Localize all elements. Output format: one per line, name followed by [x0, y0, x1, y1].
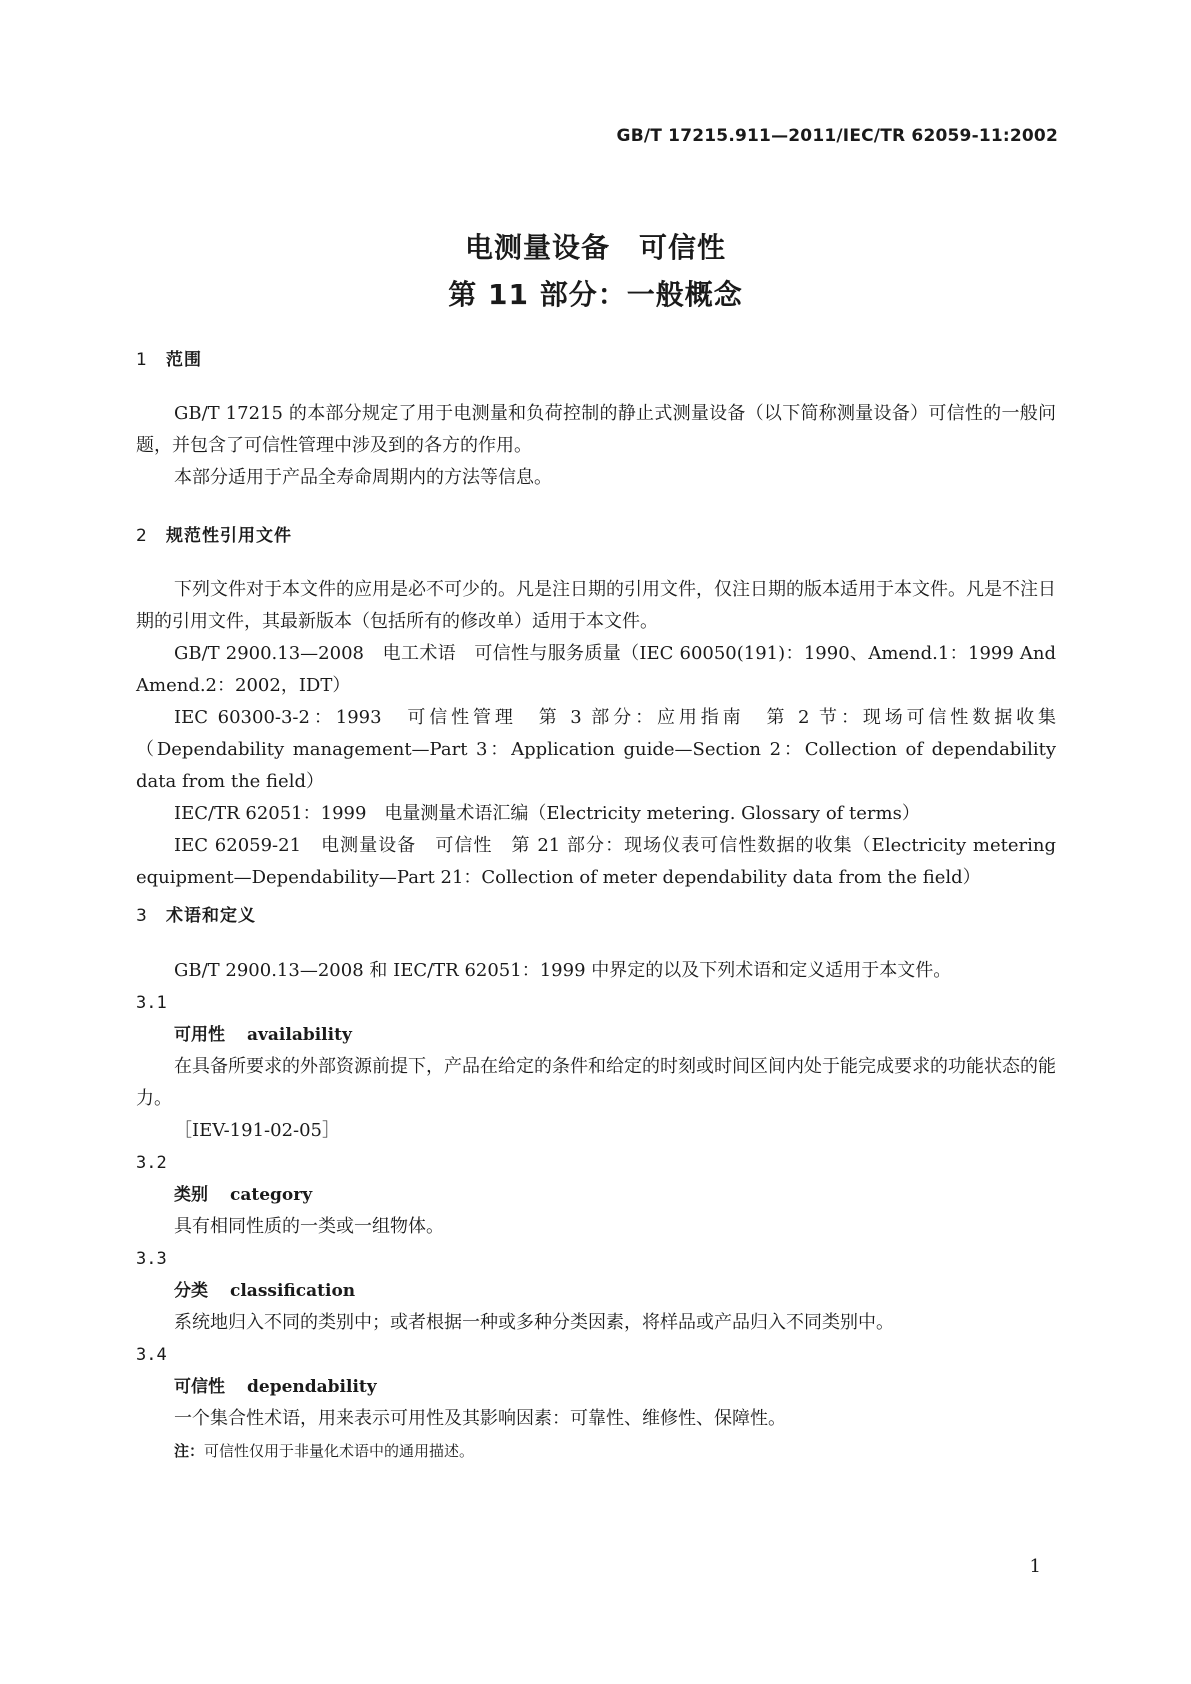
- term-chinese: 可信性: [174, 1377, 225, 1397]
- term-number: 3.3: [136, 1249, 167, 1269]
- term-chinese: 分类: [174, 1281, 208, 1301]
- section-2: [136, 520, 1056, 552]
- reference-item: IEC 62059-21 电测量设备 可信性 第 21 部分：现场仪表可信性数据的收集（Electricity metering equipment—Dependability—Part 21：Collection of meter dependability data from the field）: [136, 835, 1056, 888]
- reference-item: IEC/TR 62051：1999 电量测量术语汇编（Electricity metering. Glossary of terms）: [174, 803, 920, 824]
- term-definition: 一个集合性术语，用来表示可用性及其影响因素：可靠性、维修性、保障性。: [174, 1408, 786, 1429]
- note-label: 注：: [174, 1442, 205, 1460]
- section-3-title: 术语和定义: [166, 906, 256, 926]
- document-title-line2: 第 11 部分：一般概念: [448, 278, 743, 311]
- term-number: 3.4: [136, 1345, 167, 1365]
- term-chinese: 可用性: [174, 1025, 225, 1045]
- term-definition: 具有相同性质的一类或一组物体。: [174, 1216, 444, 1237]
- section-2-number: 2: [136, 526, 148, 546]
- term-english: dependability: [247, 1377, 377, 1397]
- section-1-number: 1: [136, 350, 148, 370]
- term-definition: 在具备所要求的外部资源前提下，产品在给定的条件和给定的时刻或时间区间内处于能完成要求的功能状态的能力。: [136, 1056, 1056, 1109]
- section-3-body: [136, 955, 1056, 1467]
- term-english: availability: [247, 1025, 352, 1045]
- term-chinese: 类别: [174, 1185, 208, 1205]
- term-note: [136, 1435, 1056, 1467]
- page-number: 1: [1029, 1556, 1041, 1577]
- section-1-paragraph-1: GB/T 17215 的本部分规定了用于电测量和负荷控制的静止式测量设备（以下简称测量设备）可信性的一般问题，并包含了可信性管理中涉及到的各方的作用。: [136, 403, 1056, 456]
- section-3-heading: [136, 900, 1056, 932]
- term-number: 3.2: [136, 1153, 167, 1173]
- section-2-heading: [136, 520, 1056, 552]
- term-number: 3.1: [136, 993, 167, 1013]
- term-label: [136, 1275, 1056, 1307]
- section-3: [136, 900, 1056, 932]
- term-label: [136, 1179, 1056, 1211]
- section-1: [136, 344, 1056, 376]
- term-source: ［IEV-191-02-05］: [174, 1120, 341, 1141]
- term-label: [136, 1019, 1056, 1051]
- reference-item: GB/T 2900.13—2008 电工术语 可信性与服务质量（IEC 60050(191)：1990、Amend.1：1999 And Amend.2：2002，IDT）: [136, 643, 1056, 696]
- section-2-body: [136, 574, 1056, 894]
- note-text: 可信性仅用于非量化术语中的通用描述。: [204, 1442, 475, 1460]
- term-english: classification: [230, 1281, 356, 1301]
- standard-number-header: GB/T 17215.911—2011/IEC/TR 62059-11:2002: [616, 126, 1058, 146]
- section-1-title: 范围: [166, 350, 202, 370]
- section-2-paragraph-1: 下列文件对于本文件的应用是必不可少的。凡是注日期的引用文件，仅注日期的版本适用于本文件。凡是不注日期的引用文件，其最新版本（包括所有的修改单）适用于本文件。: [136, 579, 1056, 632]
- section-1-body: [136, 398, 1056, 494]
- section-3-paragraph-1: GB/T 2900.13—2008 和 IEC/TR 62051：1999 中界定的以及下列术语和定义适用于本文件。: [174, 960, 952, 981]
- section-3-number: 3: [136, 906, 148, 926]
- term-english: category: [230, 1185, 313, 1205]
- document-title-line1: 电测量设备 可信性: [464, 231, 726, 264]
- section-2-title: 规范性引用文件: [166, 526, 292, 546]
- section-1-heading: [136, 344, 1056, 376]
- term-definition: 系统地归入不同的类别中；或者根据一种或多种分类因素，将样品或产品归入不同类别中。: [174, 1312, 894, 1333]
- reference-item: IEC 60300-3-2：1993 可信性管理 第 3 部分：应用指南 第 2 节：现场可信性数据收集（Dependability management—Part 3：Application guide—Section 2：Collection of dependability data from the field）: [136, 707, 1056, 792]
- term-label: [136, 1371, 1056, 1403]
- section-1-paragraph-2: 本部分适用于产品全寿命周期内的方法等信息。: [174, 467, 552, 488]
